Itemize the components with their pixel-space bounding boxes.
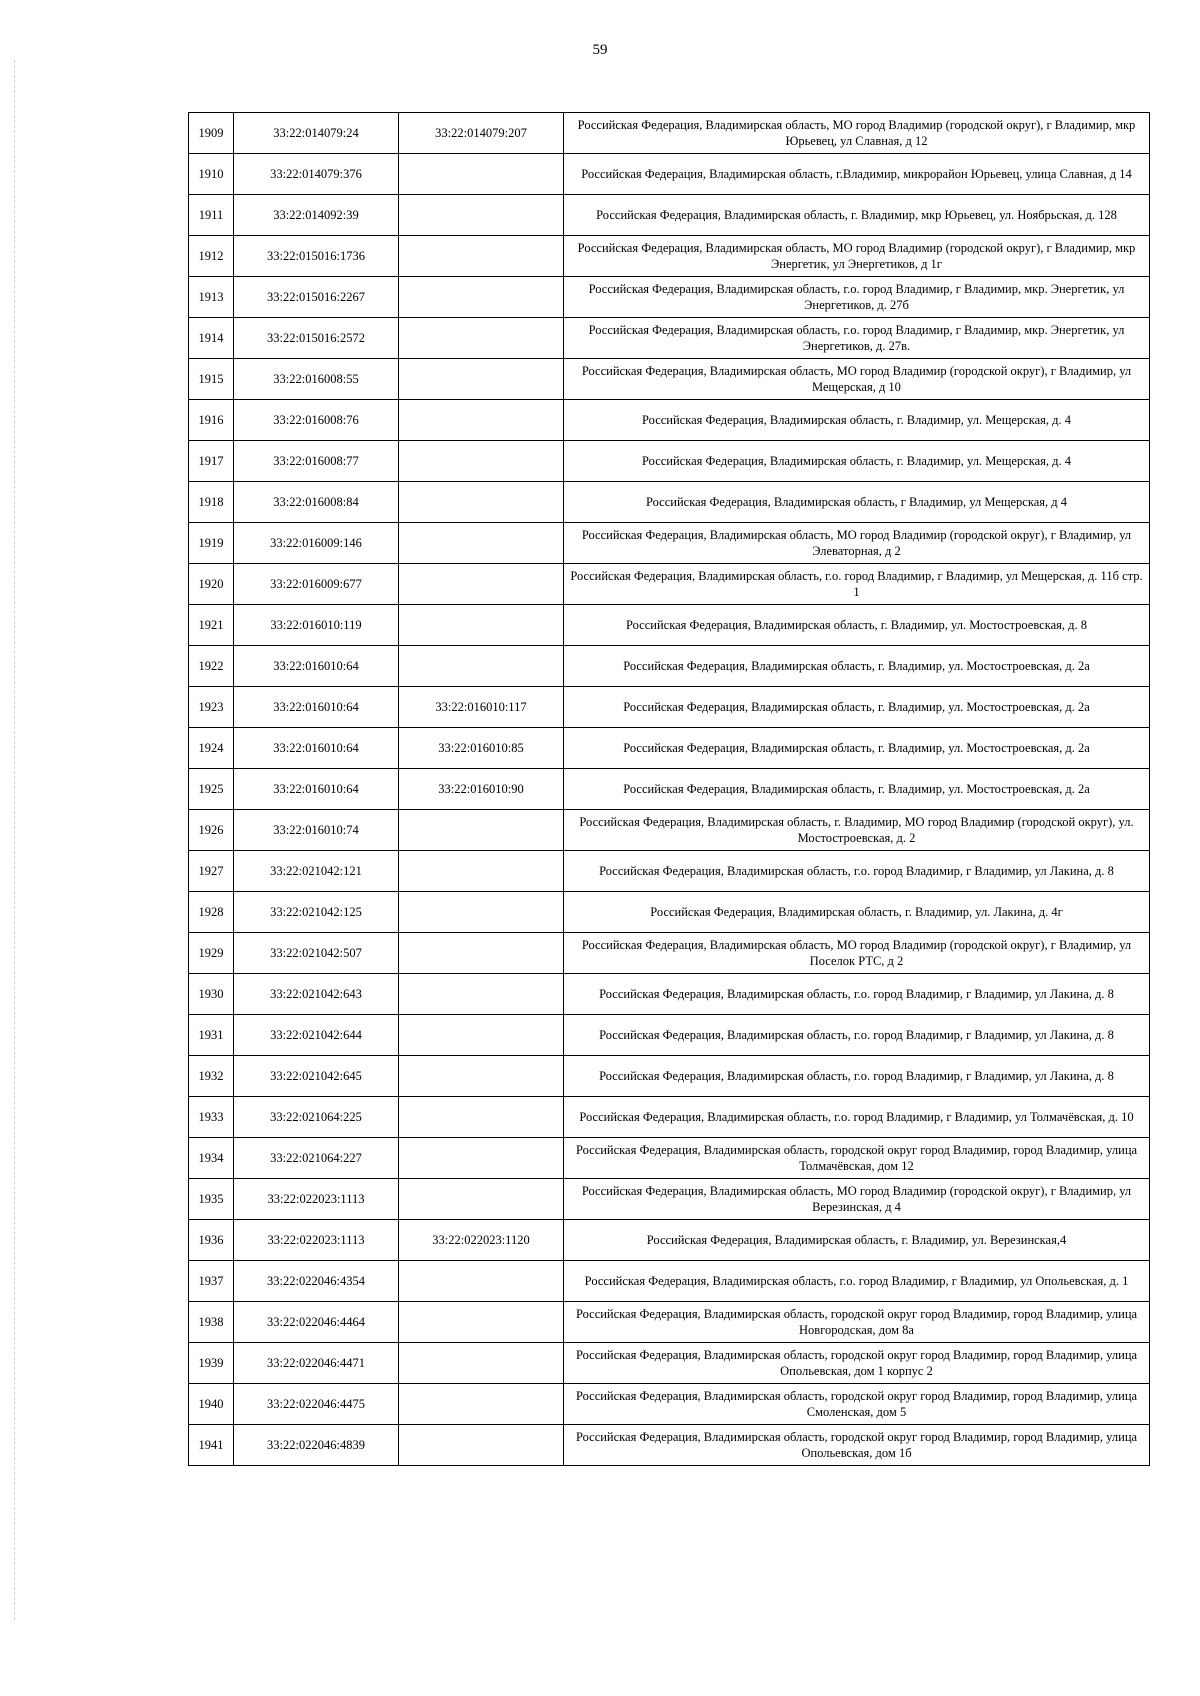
row-number-cell: 1927 (189, 851, 234, 892)
table-row (189, 1343, 1150, 1384)
table-row (189, 195, 1150, 236)
object-number-cell (399, 400, 564, 441)
cadastral-number-cell: 33:22:022046:4475 (234, 1384, 399, 1425)
cadastral-number-cell: 33:22:016010:74 (234, 810, 399, 851)
address-cell: Российская Федерация, Владимирская область, г. Владимир, ул. Мостостроевская, д. 2а (564, 769, 1150, 810)
address-cell: Российская Федерация, Владимирская область, г.о. город Владимир, г Владимир, ул Лакина, д. 8 (564, 1056, 1150, 1097)
cadastral-number-cell: 33:22:015016:1736 (234, 236, 399, 277)
row-number-cell: 1923 (189, 687, 234, 728)
table-row (189, 646, 1150, 687)
table-row (189, 1384, 1150, 1425)
object-number-cell (399, 359, 564, 400)
cadastral-number-cell: 33:22:016009:146 (234, 523, 399, 564)
object-number-cell: 33:22:016010:85 (399, 728, 564, 769)
table-row (189, 1302, 1150, 1343)
table-row (189, 1425, 1150, 1466)
address-cell: Российская Федерация, Владимирская область, г.о. город Владимир, г Владимир, мкр. Энергетик, ул Энергетиков, д. 27в. (564, 318, 1150, 359)
object-number-cell: 33:22:014079:207 (399, 113, 564, 154)
address-cell: Российская Федерация, Владимирская область, г. Владимир, мкр Юрьевец, ул. Ноябрьская, д. 128 (564, 195, 1150, 236)
object-number-cell: 33:22:016010:117 (399, 687, 564, 728)
table-row (189, 605, 1150, 646)
table-row (189, 113, 1150, 154)
cadastral-number-cell: 33:22:022046:4471 (234, 1343, 399, 1384)
address-cell: Российская Федерация, Владимирская область, городской округ город Владимир, город Владимир, улица Толмачёвская, дом 12 (564, 1138, 1150, 1179)
address-cell: Российская Федерация, Владимирская область, г.о. город Владимир, г Владимир, ул Лакина, д. 8 (564, 1015, 1150, 1056)
object-number-cell (399, 1384, 564, 1425)
object-number-cell: 33:22:022023:1120 (399, 1220, 564, 1261)
row-number-cell: 1915 (189, 359, 234, 400)
cadastral-number-cell: 33:22:021042:507 (234, 933, 399, 974)
object-number-cell (399, 1425, 564, 1466)
table-row (189, 769, 1150, 810)
table-row (189, 974, 1150, 1015)
registry-table (188, 112, 1150, 1466)
scan-edge-mark (14, 60, 16, 1620)
object-number-cell (399, 1138, 564, 1179)
object-number-cell (399, 1097, 564, 1138)
cadastral-number-cell: 33:22:022023:1113 (234, 1179, 399, 1220)
address-cell: Российская Федерация, Владимирская область, г.о. город Владимир, г Владимир, мкр. Энергетик, ул Энергетиков, д. 27б (564, 277, 1150, 318)
object-number-cell (399, 564, 564, 605)
cadastral-number-cell: 33:22:021042:125 (234, 892, 399, 933)
address-cell: Российская Федерация, Владимирская область, г. Владимир, ул. Мостостроевская, д. 8 (564, 605, 1150, 646)
address-cell: Российская Федерация, Владимирская область, МО город Владимир (городской округ), г Владимир, ул Элеваторная, д 2 (564, 523, 1150, 564)
object-number-cell (399, 154, 564, 195)
address-cell: Российская Федерация, Владимирская область, г.о. город Владимир, г Владимир, ул Лакина, д. 8 (564, 974, 1150, 1015)
table-row (189, 1138, 1150, 1179)
table-row (189, 1220, 1150, 1261)
address-cell: Российская Федерация, Владимирская область, МО город Владимир (городской округ), г Владимир, ул Поселок РТС, д 2 (564, 933, 1150, 974)
address-cell: Российская Федерация, Владимирская область, МО город Владимир (городской округ), г Владимир, ул Верезинская, д 4 (564, 1179, 1150, 1220)
table-row (189, 1179, 1150, 1220)
cadastral-number-cell: 33:22:015016:2267 (234, 277, 399, 318)
row-number-cell: 1934 (189, 1138, 234, 1179)
address-cell: Российская Федерация, Владимирская область, городской округ город Владимир, город Владимир, улица Новгородская, дом 8а (564, 1302, 1150, 1343)
table-row (189, 687, 1150, 728)
address-cell: Российская Федерация, Владимирская область, городской округ город Владимир, город Владимир, улица Опольевская, дом 1б (564, 1425, 1150, 1466)
cadastral-number-cell: 33:22:016010:64 (234, 646, 399, 687)
cadastral-number-cell: 33:22:016008:76 (234, 400, 399, 441)
row-number-cell: 1924 (189, 728, 234, 769)
object-number-cell (399, 1302, 564, 1343)
row-number-cell: 1913 (189, 277, 234, 318)
row-number-cell: 1941 (189, 1425, 234, 1466)
address-cell: Российская Федерация, Владимирская область, г.о. город Владимир, г Владимир, ул Толмачёвская, д. 10 (564, 1097, 1150, 1138)
table-row (189, 892, 1150, 933)
row-number-cell: 1933 (189, 1097, 234, 1138)
table-row (189, 728, 1150, 769)
cadastral-number-cell: 33:22:021042:644 (234, 1015, 399, 1056)
row-number-cell: 1916 (189, 400, 234, 441)
table-row (189, 523, 1150, 564)
object-number-cell (399, 974, 564, 1015)
cadastral-number-cell: 33:22:021042:121 (234, 851, 399, 892)
row-number-cell: 1912 (189, 236, 234, 277)
cadastral-number-cell: 33:22:022046:4839 (234, 1425, 399, 1466)
address-cell: Российская Федерация, Владимирская область, г.о. город Владимир, г Владимир, ул Опольевская, д. 1 (564, 1261, 1150, 1302)
address-cell: Российская Федерация, Владимирская область, г.Владимир, микрорайон Юрьевец, улица Славная, д 14 (564, 154, 1150, 195)
row-number-cell: 1922 (189, 646, 234, 687)
object-number-cell (399, 1015, 564, 1056)
table-row (189, 318, 1150, 359)
row-number-cell: 1938 (189, 1302, 234, 1343)
address-cell: Российская Федерация, Владимирская область, г. Владимир, ул. Мостостроевская, д. 2а (564, 687, 1150, 728)
row-number-cell: 1930 (189, 974, 234, 1015)
row-number-cell: 1920 (189, 564, 234, 605)
row-number-cell: 1909 (189, 113, 234, 154)
cadastral-number-cell: 33:22:016010:119 (234, 605, 399, 646)
table-row (189, 810, 1150, 851)
table-row (189, 400, 1150, 441)
object-number-cell: 33:22:016010:90 (399, 769, 564, 810)
cadastral-number-cell: 33:22:016009:677 (234, 564, 399, 605)
cadastral-number-cell: 33:22:016010:64 (234, 769, 399, 810)
row-number-cell: 1940 (189, 1384, 234, 1425)
cadastral-number-cell: 33:22:021042:645 (234, 1056, 399, 1097)
cadastral-number-cell: 33:22:014079:24 (234, 113, 399, 154)
cadastral-number-cell: 33:22:016008:84 (234, 482, 399, 523)
address-cell: Российская Федерация, Владимирская область, г. Владимир, ул. Мещерская, д. 4 (564, 400, 1150, 441)
address-cell: Российская Федерация, Владимирская область, МО город Владимир (городской округ), г Владимир, мкр Юрьевец, ул Славная, д 12 (564, 113, 1150, 154)
cadastral-number-cell: 33:22:021064:227 (234, 1138, 399, 1179)
object-number-cell (399, 605, 564, 646)
object-number-cell (399, 441, 564, 482)
row-number-cell: 1929 (189, 933, 234, 974)
object-number-cell (399, 1179, 564, 1220)
address-cell: Российская Федерация, Владимирская область, г.о. город Владимир, г Владимир, ул Мещерская, д. 11б стр. 1 (564, 564, 1150, 605)
table-row (189, 441, 1150, 482)
object-number-cell (399, 195, 564, 236)
object-number-cell (399, 933, 564, 974)
row-number-cell: 1914 (189, 318, 234, 359)
cadastral-number-cell: 33:22:021042:643 (234, 974, 399, 1015)
page-number: 59 (592, 42, 608, 58)
table-row (189, 1015, 1150, 1056)
object-number-cell (399, 277, 564, 318)
row-number-cell: 1925 (189, 769, 234, 810)
table-row (189, 1261, 1150, 1302)
object-number-cell (399, 851, 564, 892)
address-cell: Российская Федерация, Владимирская область, городской округ город Владимир, город Владимир, улица Смоленская, дом 5 (564, 1384, 1150, 1425)
table-row (189, 1097, 1150, 1138)
table-row (189, 236, 1150, 277)
cadastral-number-cell: 33:22:022046:4464 (234, 1302, 399, 1343)
row-number-cell: 1936 (189, 1220, 234, 1261)
address-cell: Российская Федерация, Владимирская область, городской округ город Владимир, город Владимир, улица Опольевская, дом 1 корпус 2 (564, 1343, 1150, 1384)
row-number-cell: 1937 (189, 1261, 234, 1302)
cadastral-number-cell: 33:22:021064:225 (234, 1097, 399, 1138)
object-number-cell (399, 892, 564, 933)
object-number-cell (399, 1056, 564, 1097)
row-number-cell: 1932 (189, 1056, 234, 1097)
row-number-cell: 1910 (189, 154, 234, 195)
cadastral-number-cell: 33:22:016008:55 (234, 359, 399, 400)
address-cell: Российская Федерация, Владимирская область, МО город Владимир (городской округ), г Владимир, мкр Энергетик, ул Энергетиков, д 1г (564, 236, 1150, 277)
cadastral-number-cell: 33:22:016010:64 (234, 687, 399, 728)
address-cell: Российская Федерация, Владимирская область, г. Владимир, ул. Лакина, д. 4г (564, 892, 1150, 933)
cadastral-number-cell: 33:22:022046:4354 (234, 1261, 399, 1302)
table-row (189, 851, 1150, 892)
cadastral-number-cell: 33:22:014092:39 (234, 195, 399, 236)
address-cell: Российская Федерация, Владимирская область, МО город Владимир (городской округ), г Владимир, ул Мещерская, д 10 (564, 359, 1150, 400)
address-cell: Российская Федерация, Владимирская область, г. Владимир, МО город Владимир (городской округ), ул. Мостостроевская, д. 2 (564, 810, 1150, 851)
object-number-cell (399, 810, 564, 851)
cadastral-number-cell: 33:22:016008:77 (234, 441, 399, 482)
row-number-cell: 1917 (189, 441, 234, 482)
address-cell: Российская Федерация, Владимирская область, г.о. город Владимир, г Владимир, ул Лакина, д. 8 (564, 851, 1150, 892)
row-number-cell: 1928 (189, 892, 234, 933)
address-cell: Российская Федерация, Владимирская область, г. Владимир, ул. Мещерская, д. 4 (564, 441, 1150, 482)
table-row (189, 482, 1150, 523)
row-number-cell: 1931 (189, 1015, 234, 1056)
object-number-cell (399, 318, 564, 359)
row-number-cell: 1926 (189, 810, 234, 851)
cadastral-number-cell: 33:22:015016:2572 (234, 318, 399, 359)
object-number-cell (399, 1261, 564, 1302)
table-row (189, 564, 1150, 605)
row-number-cell: 1918 (189, 482, 234, 523)
registry-table-body (189, 113, 1150, 1466)
object-number-cell (399, 482, 564, 523)
cadastral-number-cell: 33:22:014079:376 (234, 154, 399, 195)
address-cell: Российская Федерация, Владимирская область, г. Владимир, ул. Мостостроевская, д. 2а (564, 728, 1150, 769)
row-number-cell: 1921 (189, 605, 234, 646)
address-cell: Российская Федерация, Владимирская область, г. Владимир, ул. Верезинская,4 (564, 1220, 1150, 1261)
address-cell: Российская Федерация, Владимирская область, г. Владимир, ул. Мостостроевская, д. 2а (564, 646, 1150, 687)
table-row (189, 1056, 1150, 1097)
table-row (189, 933, 1150, 974)
table-row (189, 154, 1150, 195)
object-number-cell (399, 236, 564, 277)
row-number-cell: 1939 (189, 1343, 234, 1384)
address-cell: Российская Федерация, Владимирская область, г Владимир, ул Мещерская, д 4 (564, 482, 1150, 523)
row-number-cell: 1919 (189, 523, 234, 564)
object-number-cell (399, 646, 564, 687)
row-number-cell: 1911 (189, 195, 234, 236)
cadastral-number-cell: 33:22:016010:64 (234, 728, 399, 769)
table-row (189, 277, 1150, 318)
cadastral-number-cell: 33:22:022023:1113 (234, 1220, 399, 1261)
row-number-cell: 1935 (189, 1179, 234, 1220)
object-number-cell (399, 523, 564, 564)
object-number-cell (399, 1343, 564, 1384)
table-row (189, 359, 1150, 400)
